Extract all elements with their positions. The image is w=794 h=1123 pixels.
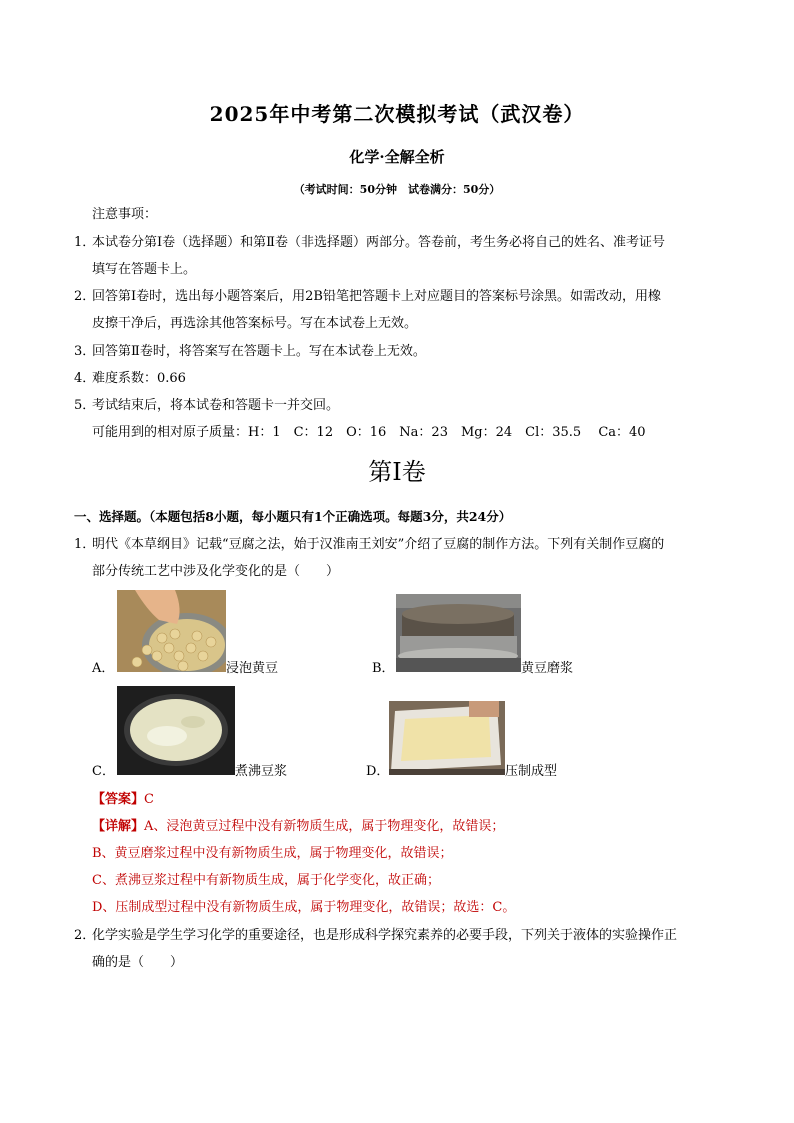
soybeans-photo-icon <box>117 590 226 672</box>
q2-line2: 确的是（ ） <box>92 955 184 970</box>
boiling-soymilk-photo-icon <box>117 686 235 775</box>
tofu-press-photo-icon <box>389 701 505 775</box>
detail-line-4: D、压制成型过程中没有新物质生成，属于物理变化，故错误；故选：C。 <box>92 900 516 915</box>
answer-tag: 【答案】 <box>92 792 145 807</box>
option-c-letter: C． <box>92 764 115 779</box>
detail-line-2: B、黄豆磨浆过程中没有新物质生成，属于物理变化，故错误； <box>92 846 453 861</box>
q2-line1: 化学实验是学生学习化学的重要途径，也是形成科学探究素养的必要手段，下列关于液体的实验操作正 <box>92 928 678 943</box>
exam-time-note: （考试时间：50分钟 试卷满分：50分） <box>293 183 501 196</box>
note-5-line1: 考试结束后，将本试卷和答题卡一并交回。 <box>92 398 340 413</box>
note-3-line1: 回答第Ⅱ卷时，将答案写在答题卡上。写在本试卷上无效。 <box>92 344 426 359</box>
notes-heading: 注意事项： <box>92 207 158 222</box>
detail-text-1: A、浸泡黄豆过程中没有新物质生成，属于物理变化，故错误； <box>144 819 505 834</box>
option-c-label: 煮沸豆浆 <box>235 764 288 779</box>
note-2-num: 2． <box>74 289 96 304</box>
option-b-label: 黄豆磨浆 <box>521 661 574 676</box>
exam-subtitle: 化学·全解全析 <box>349 148 445 166</box>
detail-tag: 【详解】 <box>92 819 145 834</box>
note-2-line2: 皮擦干净后，再选涂其他答案标号。写在本试卷上无效。 <box>92 316 418 331</box>
volume-title: 第Ⅰ卷 <box>368 458 426 486</box>
note-4-line1: 难度系数：0.66 <box>92 371 186 386</box>
note-4-num: 4． <box>74 371 96 386</box>
section-heading: 一、选择题。（本题包括8小题，每小题只有1个正确选项。每题3分，共24分） <box>74 509 512 524</box>
option-a-letter: A． <box>92 661 115 676</box>
stone-mill-photo-icon <box>396 594 521 672</box>
detail-line-3: C、煮沸豆浆过程中有新物质生成，属于化学变化，故正确； <box>92 873 440 888</box>
q1-num: 1． <box>74 537 96 552</box>
option-d-label: 压制成型 <box>505 764 558 779</box>
note-2-line1: 回答第Ⅰ卷时，选出每小题答案后，用2B铅笔把答题卡上对应题目的答案标号涂黑。如需改动，用橡 <box>92 289 661 304</box>
note-1-line2: 填写在答题卡上。 <box>92 262 197 277</box>
note-1-line1: 本试卷分第Ⅰ卷（选择题）和第Ⅱ卷（非选择题）两部分。答卷前，考生务必将自己的姓名、准考证号 <box>92 235 665 250</box>
q1-line1: 明代《本草纲目》记载“豆腐之法，始于汉淮南王刘安”介绍了豆腐的制作方法。下列有关制作豆腐的 <box>92 537 665 552</box>
option-d-letter: D． <box>366 764 390 779</box>
note-1-num: 1． <box>74 235 96 250</box>
answer-line <box>92 791 154 809</box>
note-3-num: 3． <box>74 344 96 359</box>
q2-num: 2． <box>74 928 96 943</box>
note-5-num: 5． <box>74 398 96 413</box>
answer-value: C <box>144 792 154 807</box>
option-b-letter: B． <box>372 661 395 676</box>
exam-title: 2025年中考第二次模拟考试（武汉卷） <box>209 102 585 126</box>
atomic-masses: 可能用到的相对原子质量：H：1 C：12 O：16 Na：23 Mg：24 Cl：35.5 Ca：40 <box>92 425 646 440</box>
q1-line2: 部分传统工艺中涉及化学变化的是（ ） <box>92 564 340 579</box>
option-a-label: 浸泡黄豆 <box>226 661 279 676</box>
detail-line-1 <box>92 818 504 836</box>
